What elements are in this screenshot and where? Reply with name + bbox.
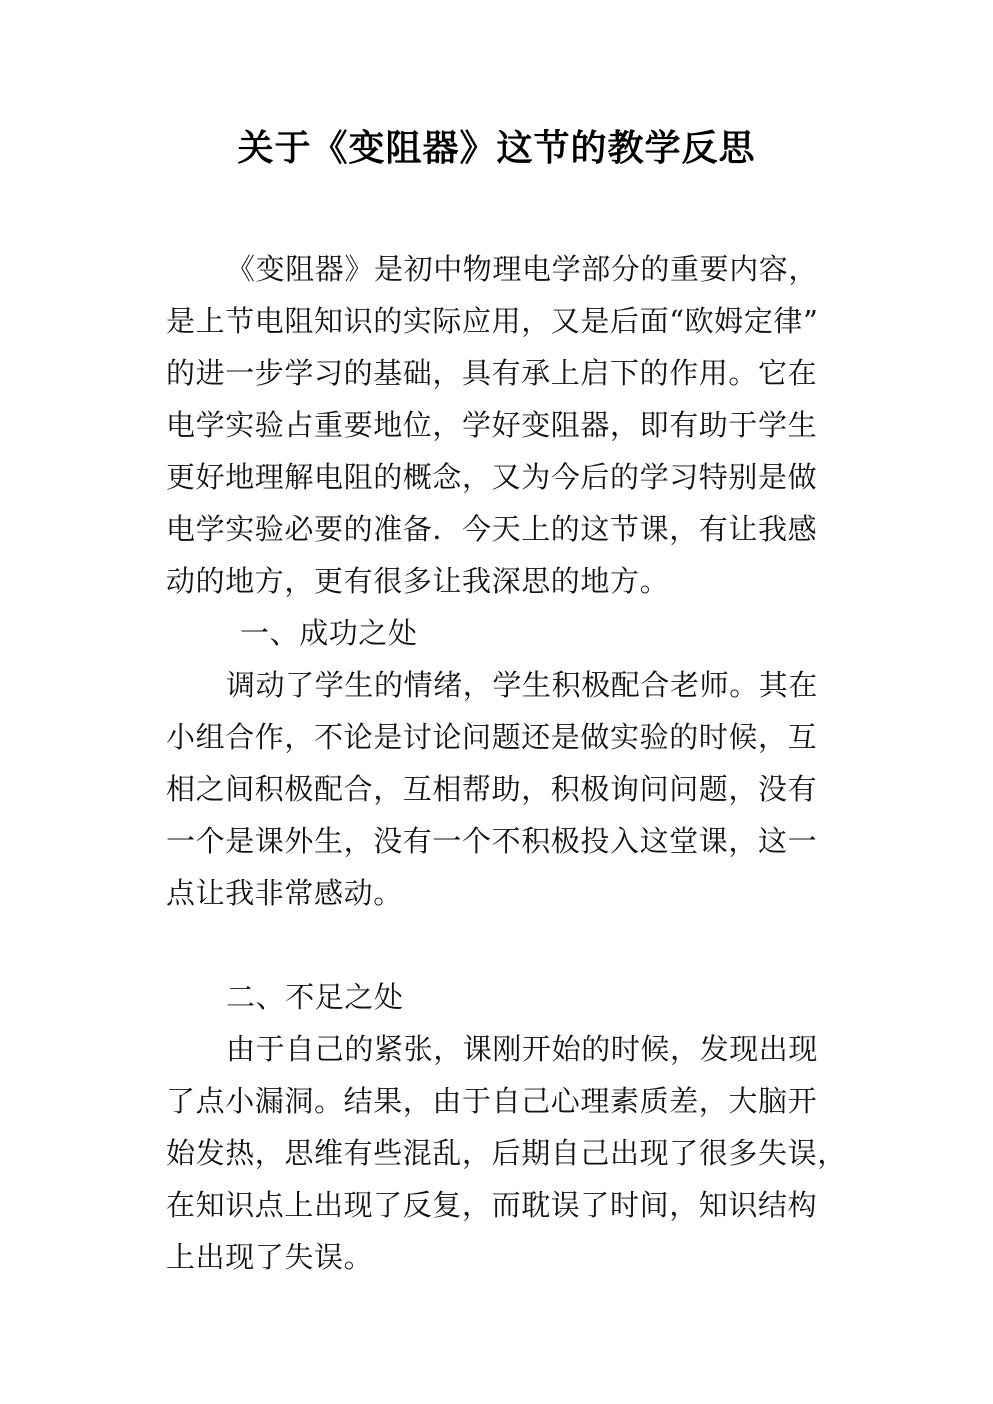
paragraph-line: 电学实验占重要地位，学好变阻器，即有助于学生 [166,408,818,442]
paragraph-line: 的进一步学习的基础，具有承上启下的作用。它在 [166,356,818,390]
paragraph-line: 由于自己的紧张，课刚开始的时候，发现出现 [226,1032,819,1066]
paragraph-line: 调动了学生的情绪，学生积极配合老师。其在 [226,668,819,702]
paragraph-line: 相之间积极配合，互相帮助，积极询问问题，没有 [166,772,818,806]
document-title: 关于《变阻器》这节的教学反思 [237,128,756,169]
paragraph-line: 上出现了失误。 [166,1240,374,1274]
paragraph-line: 在知识点上出现了反复，而耽误了时间，知识结构 [166,1188,818,1222]
paragraph-line: 始发热，思维有些混乱，后期自己出现了很多失误， [166,1136,847,1170]
paragraph-line: 动的地方，更有很多让我深思的地方。 [166,564,670,598]
paragraph-line: 电学实验必要的准备．今天上的这节课，有让我感 [166,512,818,546]
section-heading: 二、不足之处 [226,980,404,1014]
paragraph-line: 一个是课外生，没有一个不积极投入这堂课，这一 [166,824,818,858]
paragraph-line: 点让我非常感动。 [166,876,403,910]
section-heading: 一、成功之处 [240,616,418,650]
paragraph-line: 是上节电阻知识的实际应用，又是后面“欧姆定律” [166,304,819,338]
paragraph-line: 小组合作，不论是讨论问题还是做实验的时候，互 [166,720,818,754]
paragraph-line: 了点小漏洞。结果，由于自己心理素质差，大脑开 [166,1084,818,1118]
paragraph-line: 《变阻器》是初中物理电学部分的重要内容， [226,252,819,286]
paragraph-line: 更好地理解电阻的概念，又为今后的学习特别是做 [166,460,818,494]
